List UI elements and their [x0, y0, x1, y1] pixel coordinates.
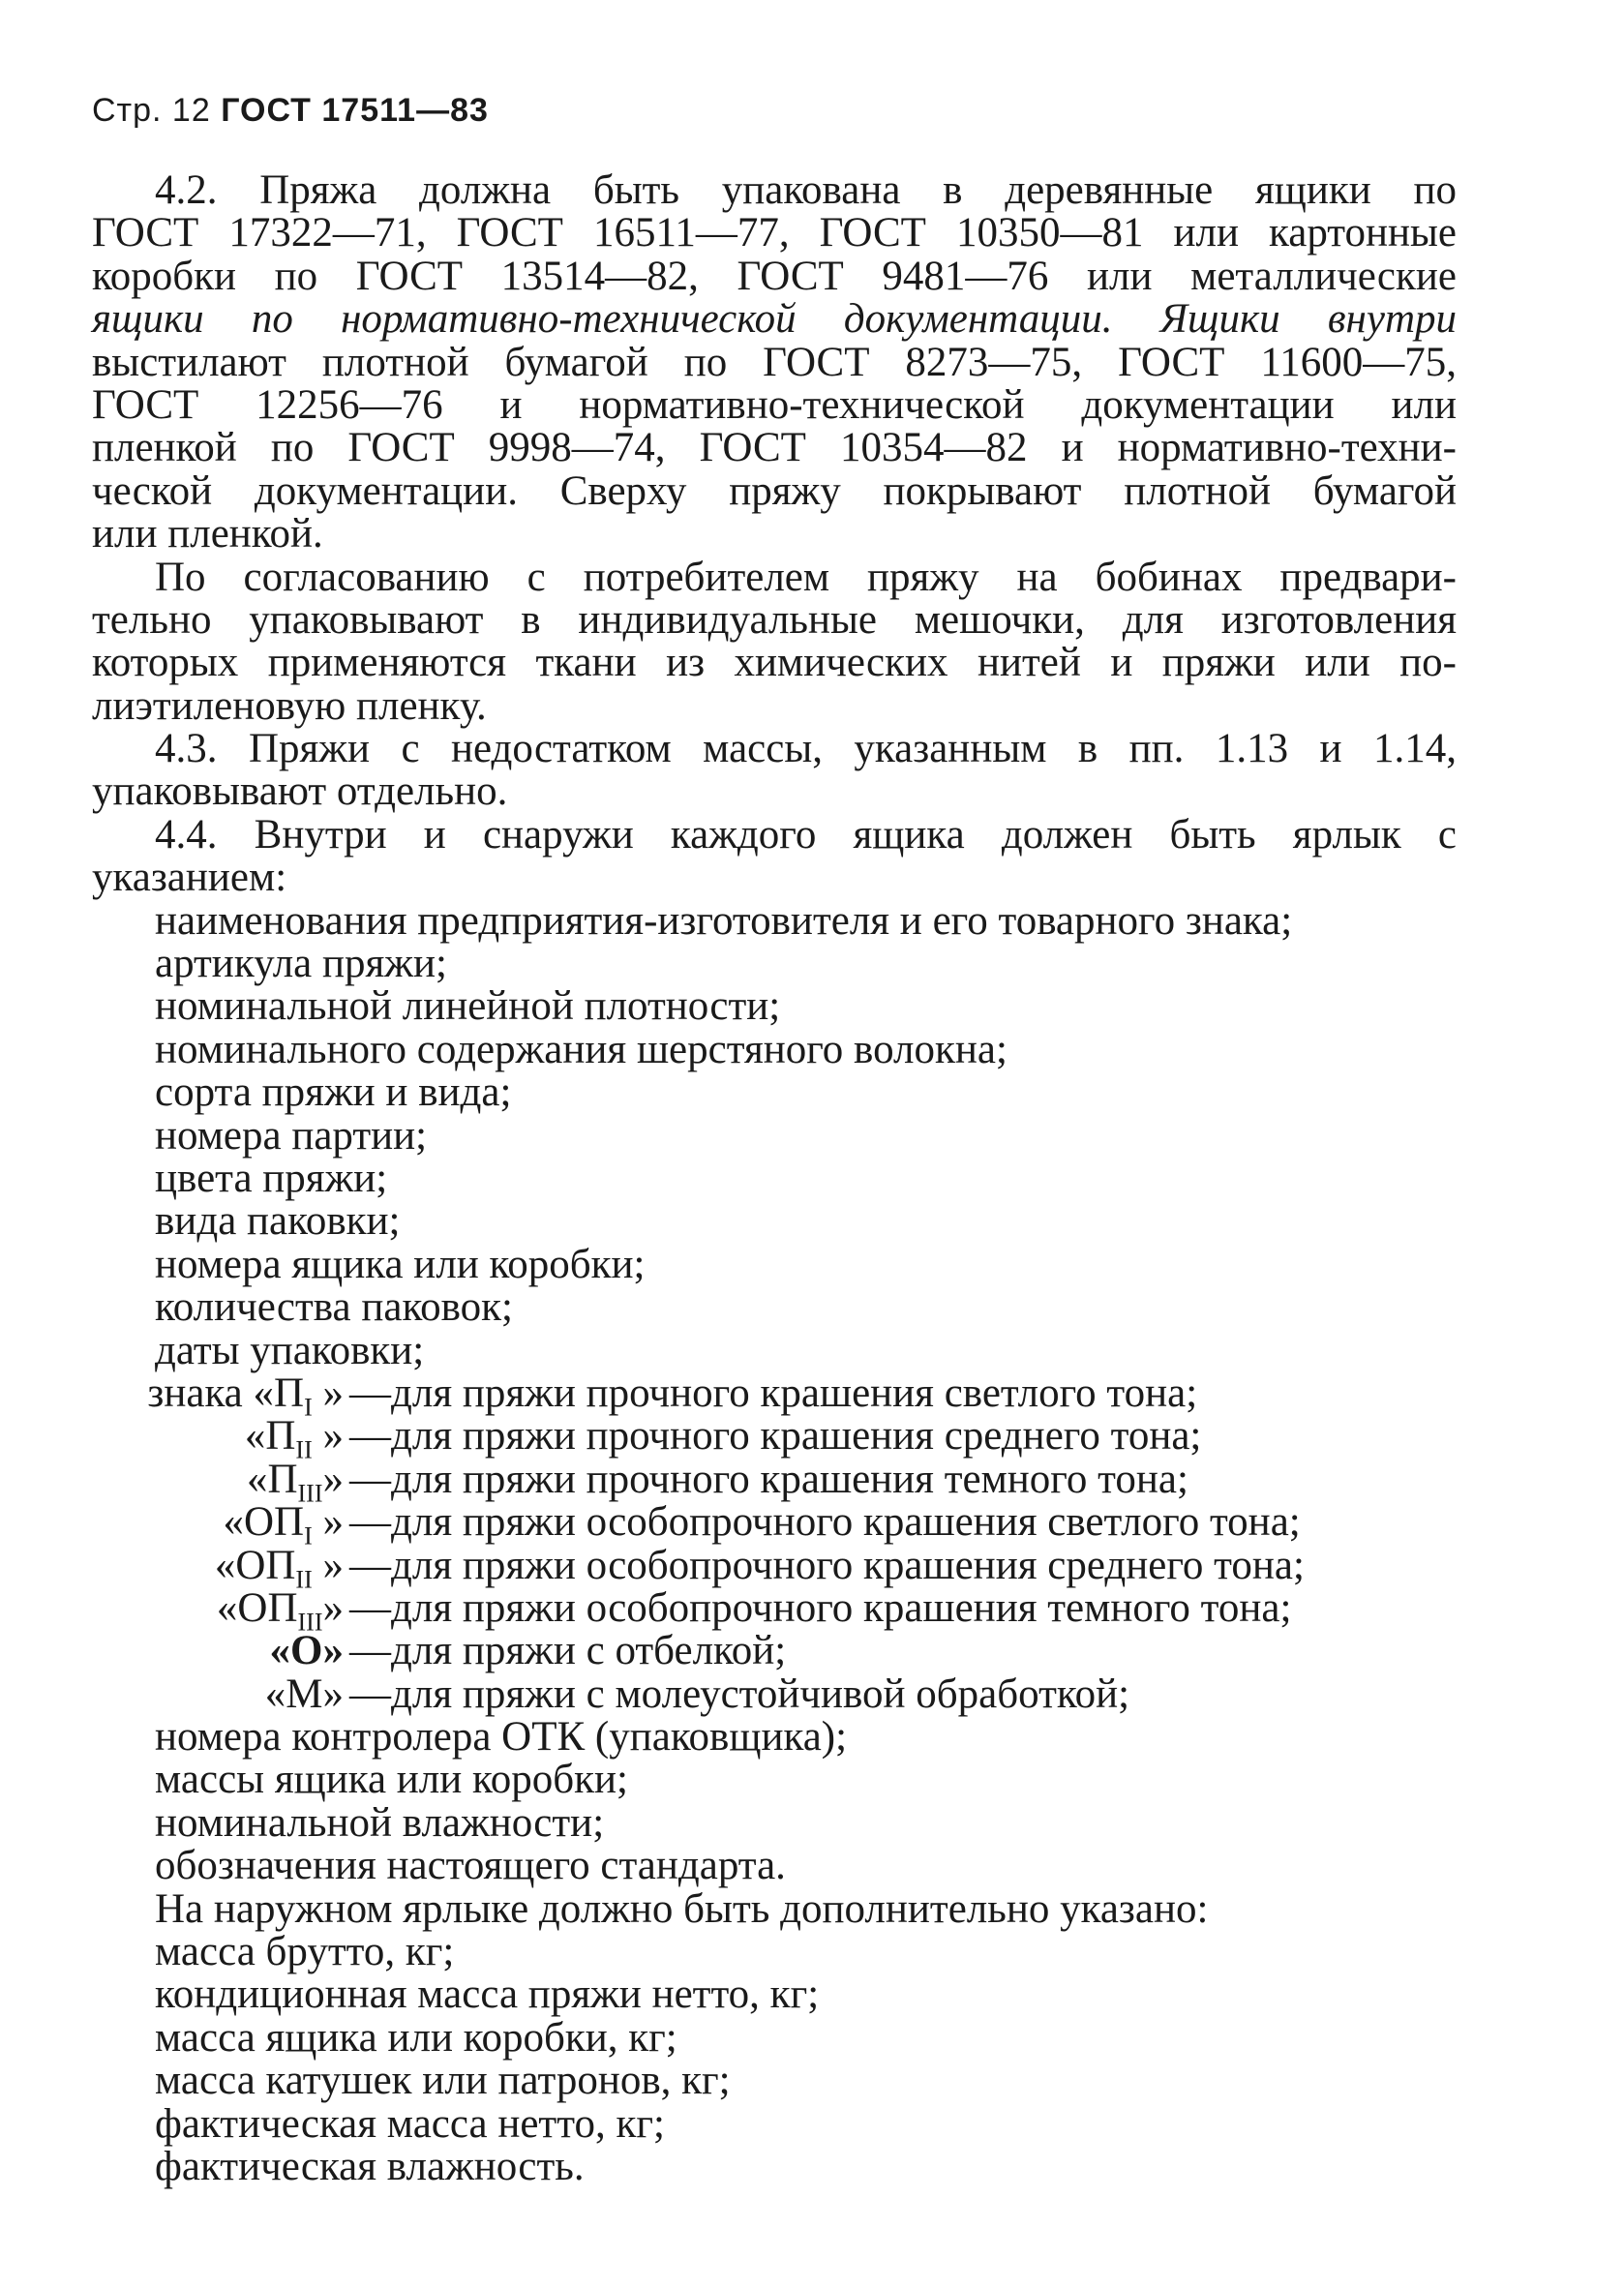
sign-code: «$ОП_{III}$» — [216, 1584, 344, 1637]
list-item: кондиционная масса пряжи нетто, кг; — [155, 1972, 820, 2018]
list-item: масса катушек или патронов, кг; — [155, 2058, 731, 2104]
text-line: По согласованию с потребителем пряжу на бобинах предвари- — [155, 554, 1457, 600]
sign-code: знака «$П_I$ » — [147, 1370, 344, 1422]
sign-code: «$ОП_{II}$ » — [214, 1542, 344, 1594]
sign-description: —для пряжи особопрочного крашения среднего тона; — [349, 1542, 1305, 1588]
sign-description: —для пряжи особопрочного крашения светлого тона; — [349, 1499, 1301, 1546]
text-line: пленкой по ГОСТ 9998—74, ГОСТ 10354—82 и нормативно-техни- — [92, 425, 1457, 471]
sign-code: «$П_{II}$ » — [244, 1413, 344, 1464]
sign-code: «О» — [269, 1628, 344, 1674]
text-line: тельно упаковывают в индивидуальные мешочки, для изготовления — [92, 596, 1457, 643]
list-item: номера партии; — [155, 1112, 428, 1159]
text-line: 4.4. Внутри и снаружи каждого ящика должен быть ярлык с — [155, 811, 1457, 858]
list-item: номинальной влажности; — [155, 1799, 605, 1846]
section-4-4 — [92, 811, 1457, 2189]
sign-code: «$ОП_I$ » — [223, 1499, 344, 1550]
text-line: выстилают плотной бумагой по ГОСТ 8273—75, ГОСТ 11600—75, — [92, 339, 1457, 385]
list-item: фактическая масса нетто, кг; — [155, 2100, 665, 2147]
sign-description: —для пряжи прочного крашения светлого тона; — [349, 1370, 1198, 1416]
sign-row — [82, 1630, 1457, 1672]
list-item: номера контролера ОТК (упаковщика); — [155, 1714, 848, 1761]
text-line: которых применяются ткани из химических нитей и пряжи или по- — [92, 640, 1457, 686]
standard-code: ГОСТ 17511—83 — [221, 92, 489, 129]
outer-label-intro: На наружном ярлыке должно быть дополнительно указано: — [155, 1885, 1209, 1932]
sign-description: —для пряжи с молеустойчивой обработкой; — [349, 1671, 1130, 1717]
sign-row — [82, 1542, 1457, 1594]
sign-description: —для пряжи прочного крашения среднего тона; — [349, 1413, 1202, 1460]
sign-code: «$П_{III}$» — [246, 1456, 344, 1508]
sign-row — [82, 1370, 1457, 1422]
sign-row — [82, 1499, 1457, 1550]
text-line: ГОСТ 17322—71, ГОСТ 16511—77, ГОСТ 10350—81 или картонные — [92, 210, 1457, 256]
text-line: коробки по ГОСТ 13514—82, ГОСТ 9481—76 или металлические — [92, 253, 1457, 299]
sign-code: «М» — [264, 1671, 344, 1717]
list-item: сорта пряжи и вида; — [155, 1069, 512, 1116]
list-item: номинального содержания шерстяного волокна; — [155, 1026, 1007, 1072]
text-line: лиэтиленовую пленку. — [92, 682, 487, 729]
list-item: массы ящика или коробки; — [155, 1757, 628, 1803]
list-item: цвета пряжи; — [155, 1155, 388, 1201]
text-line: 4.2. Пряжа должна быть упакована в деревянные ящики по — [155, 167, 1457, 213]
text-line: ческой документации. Сверху пряжу покрывают плотной бумагой — [92, 467, 1457, 514]
list-item: масса ящика или коробки, кг; — [155, 2014, 677, 2061]
body-text — [92, 169, 1457, 2188]
list-item: обозначения настоящего стандарта. — [155, 1843, 786, 1889]
text-line: указанием: — [92, 855, 287, 901]
sign-description: —для пряжи прочного крашения темного тона; — [349, 1456, 1188, 1502]
sign-row — [82, 1673, 1457, 1716]
list-item: даты упаковки; — [155, 1327, 425, 1373]
page-number: Стр. 12 — [92, 92, 211, 129]
list-item: фактическая влажность. — [155, 2143, 585, 2189]
section-4-3 — [92, 728, 1457, 814]
sign-row — [82, 1413, 1457, 1464]
text-line: упаковывают отдельно. — [92, 768, 508, 815]
label-items-list-continued — [92, 1716, 1457, 2188]
sign-description: —для пряжи с отбелкой; — [349, 1628, 787, 1674]
text-line: или пленкой. — [92, 511, 323, 557]
section-4-2-paragraph-2 — [92, 554, 1457, 729]
sign-row — [82, 1456, 1457, 1508]
section-4-2 — [92, 169, 1457, 557]
list-item: артикула пряжи; — [155, 941, 447, 987]
list-item: количества паковок; — [155, 1284, 513, 1331]
text-line: ящики по нормативно-технической документации. Ящики внутри — [92, 296, 1457, 343]
text-line: ГОСТ 12256—76 и нормативно-технической документации или — [92, 381, 1457, 428]
sign-row — [82, 1584, 1457, 1637]
list-item: номера ящика или коробки; — [155, 1241, 646, 1287]
label-items-list — [92, 897, 1457, 1373]
page-header — [92, 92, 489, 130]
list-item: номинальной линейной плотности; — [155, 983, 781, 1030]
list-item: наименования предприятия-изготовителя и его товарного знака; — [155, 897, 1293, 944]
sign-list — [82, 1372, 1457, 1716]
text-line: 4.3. Пряжи с недостатком массы, указанным в пп. 1.13 и 1.14, — [155, 726, 1457, 772]
list-item: масса брутто, кг; — [155, 1929, 455, 1975]
list-item: вида паковки; — [155, 1198, 401, 1245]
sign-description: —для пряжи особопрочного крашения темного тона; — [349, 1584, 1292, 1631]
